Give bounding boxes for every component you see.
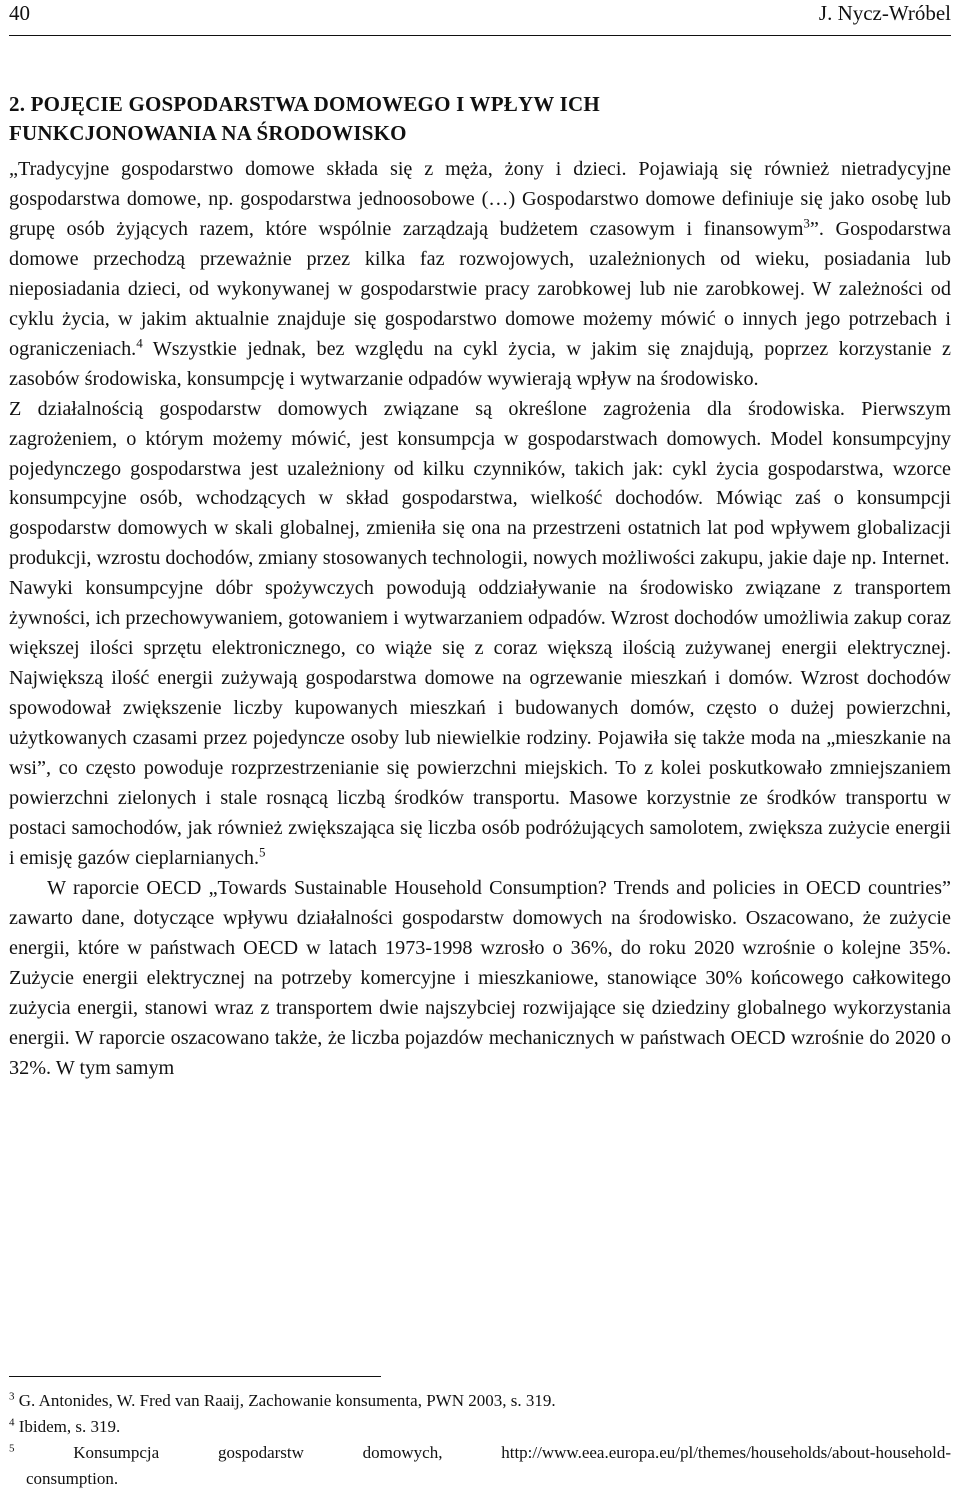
paragraph-1 [9, 155, 951, 395]
footnote-5 [9, 1440, 951, 1492]
footnote-mark: 3 [9, 1390, 15, 1403]
section-heading [9, 90, 951, 148]
body-text [9, 155, 951, 1084]
footnote-4 [9, 1414, 951, 1440]
running-header [9, 0, 951, 30]
footnote-ref: 3 [803, 215, 810, 231]
footnote-mark: 5 [9, 1442, 15, 1455]
section-heading-line: FUNKCJONOWANIA NA ŚRODOWISKO [9, 121, 407, 145]
footnote-line [9, 1440, 951, 1466]
page-number: 40 [9, 1, 30, 25]
footnote-ref: 4 [136, 334, 143, 350]
footnote-3 [9, 1388, 951, 1414]
footnote-text: Ibidem, s. 319. [14, 1417, 121, 1436]
footnote-link-continuation: consumption. [26, 1469, 119, 1488]
paragraph-text: W raporcie OECD „Towards Sustainable Household Consumption? Trends and policies in OECD countries” zawarto dane, dotyczące wpływu działalności gospodarstw domowych na środowisko. Oszacowano, że zużycie energii, które w państwach OECD w latach 1973-1998 wzrosło o 36%, do roku 2020 wzrośnie o kolejne 35%. Zużycie energii elektrycznej na potrzeby komercyjne i mieszkaniowe, stanowiące 30% końcowego całkowitego zużycia energii, stanowi wraz z transportem dwie najszybciej rozwijające się dziedziny globalnego wykorzystania energii. W raporcie oszacowano także, że liczba pojazdów mechanicznych w państwach OECD wzrośnie do 2020 o 32%. W tym samym [9, 876, 951, 1079]
paragraph-text: Z działalnością gospodarstw domowych związane są określone zagrożenia dla środowiska. Pierwszym zagrożeniem, o którym możemy mówić, jest konsumpcja w gospodarstwach domowych. Model konsumpcyjny pojedynczego gospodarstwa jest uzależniony od kilku czynników, takich jak: cykl życia gospodarstwa, wzorce konsumpcyjne osób, wchodzących w skład gospodarstwa, wielkość dochodów. Mówiąc zaś o konsumpcji gospodarstw domowych w skali globalnej, zmieniła się ona na przestrzeni ostatnich lat pod wpływem globalizacji produkcji, wzrostu dochodów, zmiany stosowanych technologii, nowych możliwości zakupu, jakie daje np. Internet. [9, 397, 951, 570]
header-rule [9, 35, 951, 36]
footnote-text: G. Antonides, W. Fred van Raaij, Zachowanie konsumenta, PWN 2003, s. 319. [14, 1391, 556, 1410]
footnote-separator [9, 1376, 381, 1377]
footnote-ref: 5 [259, 844, 266, 860]
footnote-text: Konsumpcja gospodarstw domowych, http://www.eea.europa.eu/pl/themes/households/about-household- [14, 1443, 951, 1462]
running-header-author: J. Nycz-Wróbel [818, 1, 951, 25]
paragraph-text: ”. Gospodarstwa domowe przechodzą przeważnie przez kilka faz rozwojowych, uzależnionych od wieku, posiadania lub nieposiadania dzieci, od wykonywanej w gospodarstwie pracy zarobkowej lub nie zarobkowej. W zależności od cyklu życia, w jakim aktualnie znajduje się gospodarstwo domowe możemy mówić o innych jego potrzebach i ograniczeniach. [9, 217, 951, 360]
paragraph-3 [9, 574, 951, 874]
paragraph-4 [9, 874, 951, 1084]
footnote-mark: 4 [9, 1416, 15, 1429]
paragraph-text: Wszystkie jednak, bez względu na cykl życia, w jakim się znajdują, poprzez korzystanie z zasobów środowiska, konsumpcję i wytwarzanie odpadów wywierają wpływ na środowisko. [9, 337, 951, 390]
paragraph-2 [9, 395, 951, 575]
footnotes [9, 1388, 951, 1492]
section-heading-line: 2. POJĘCIE GOSPODARSTWA DOMOWEGO I WPŁYW ICH [9, 92, 600, 116]
paragraph-text: „Tradycyjne gospodarstwo domowe składa się z męża, żony i dzieci. Pojawiają się również nietradycyjne gospodarstwa domowe, np. gospodarstwa jednoosobowe (…) Gospodarstwo domowe definiuje się jako osobę lub grupę osób żyjących razem, które wspólnie zarządzają budżetem czasowym i finansowym [9, 158, 951, 240]
paragraph-text: Nawyki konsumpcyjne dóbr spożywczych powodują oddziaływanie na środowisko związane z transportem żywności, ich przechowywaniem, gotowaniem i wytwarzaniem odpadów. Wzrost dochodów umożliwia zakup coraz większej ilości sprzętu elektronicznego, co wiąże się z coraz większą ilością zużywanej energii elektrycznej. Największą ilość energii zużywają gospodarstwa domowe na ogrzewanie mieszkań i domów. Wzrost dochodów spowodował zwiększenie liczby kupowanych mieszkań i budowanych domów, często o dużej powierzchni, użytkowanych czasami przez pojedyncze osoby lub niewielkie rodziny. Pojawiła się także moda na „mieszkanie na wsi”, co często powoduje rozprzestrzenianie się powierzchni miejskich. To z kolei poskutkowało zmniejszaniem powierzchni zielonych i stale rosnącą liczbą środków transportu. Masowe korzystnie ze środków transportu w postaci samochodów, jak również zwiększająca się liczba osób podróżujących samolotem, zwiększa zużycie energii i emisję gazów cieplarnianych. [9, 577, 951, 869]
